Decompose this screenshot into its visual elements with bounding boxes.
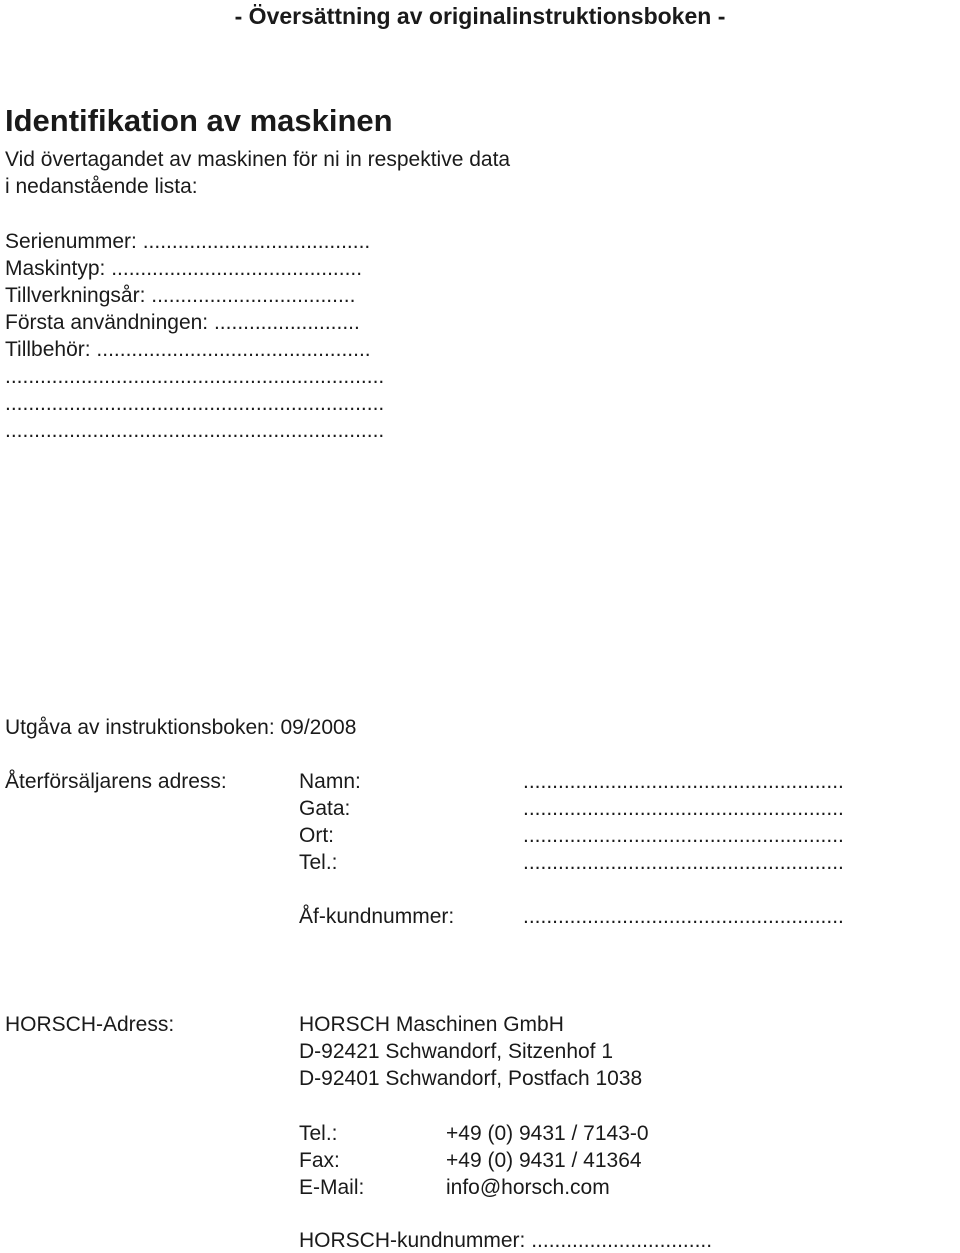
field-accessories-line: ................................................................. <box>5 392 385 415</box>
horsch-email-label: E-Mail: <box>299 1176 365 1199</box>
horsch-phone-value: +49 (0) 9431 / 7143-0 <box>446 1122 649 1145</box>
dealer-customer-number-value: ....................................................... <box>523 905 844 928</box>
field-accessories: Tillbehör: ............................................... <box>5 338 371 361</box>
horsch-customer-number: HORSCH-kundnummer: ............................... <box>299 1229 713 1252</box>
field-year-of-manufacture: Tillverkningsår: ................................... <box>5 284 356 307</box>
dealer-phone-label: Tel.: <box>299 851 338 874</box>
intro-line-1: Vid övertagandet av maskinen för ni in respektive data <box>5 148 511 171</box>
field-serial-number: Serienummer: ....................................... <box>5 230 371 253</box>
dealer-city-value: ....................................................... <box>523 824 844 847</box>
dealer-customer-number-label: Åf-kundnummer: <box>299 905 455 928</box>
horsch-address-line-1: D-92421 Schwandorf, Sitzenhof 1 <box>299 1040 614 1063</box>
dealer-name-value: ....................................................... <box>523 770 844 793</box>
dealer-street-label: Gata: <box>299 797 351 820</box>
field-first-use: Första användningen: ......................... <box>5 311 360 334</box>
horsch-address-line-2: D-92401 Schwandorf, Postfach 1038 <box>299 1067 643 1090</box>
section-heading: Identifikation av maskinen <box>5 103 393 138</box>
intro-line-2: i nedanstående lista: <box>5 175 198 198</box>
dealer-address-label: Återförsäljarens adress: <box>5 770 227 793</box>
horsch-fax-label: Fax: <box>299 1149 340 1172</box>
dealer-city-label: Ort: <box>299 824 334 847</box>
horsch-email-value: info@horsch.com <box>446 1176 610 1199</box>
dealer-name-label: Namn: <box>299 770 361 793</box>
horsch-company-name: HORSCH Maschinen GmbH <box>299 1013 564 1036</box>
manual-edition: Utgåva av instruktionsboken: 09/2008 <box>5 716 357 739</box>
field-machine-type: Maskintyp: ........................................... <box>5 257 363 280</box>
field-accessories-line: ................................................................. <box>5 419 385 442</box>
dealer-phone-value: ....................................................... <box>523 851 844 874</box>
horsch-fax-value: +49 (0) 9431 / 41364 <box>446 1149 642 1172</box>
document-header-title: - Översättning av originalinstruktionsboken - <box>234 3 726 29</box>
horsch-phone-label: Tel.: <box>299 1122 338 1145</box>
horsch-address-label: HORSCH-Adress: <box>5 1013 175 1036</box>
field-accessories-line: ................................................................. <box>5 365 385 388</box>
dealer-street-value: ....................................................... <box>523 797 844 820</box>
